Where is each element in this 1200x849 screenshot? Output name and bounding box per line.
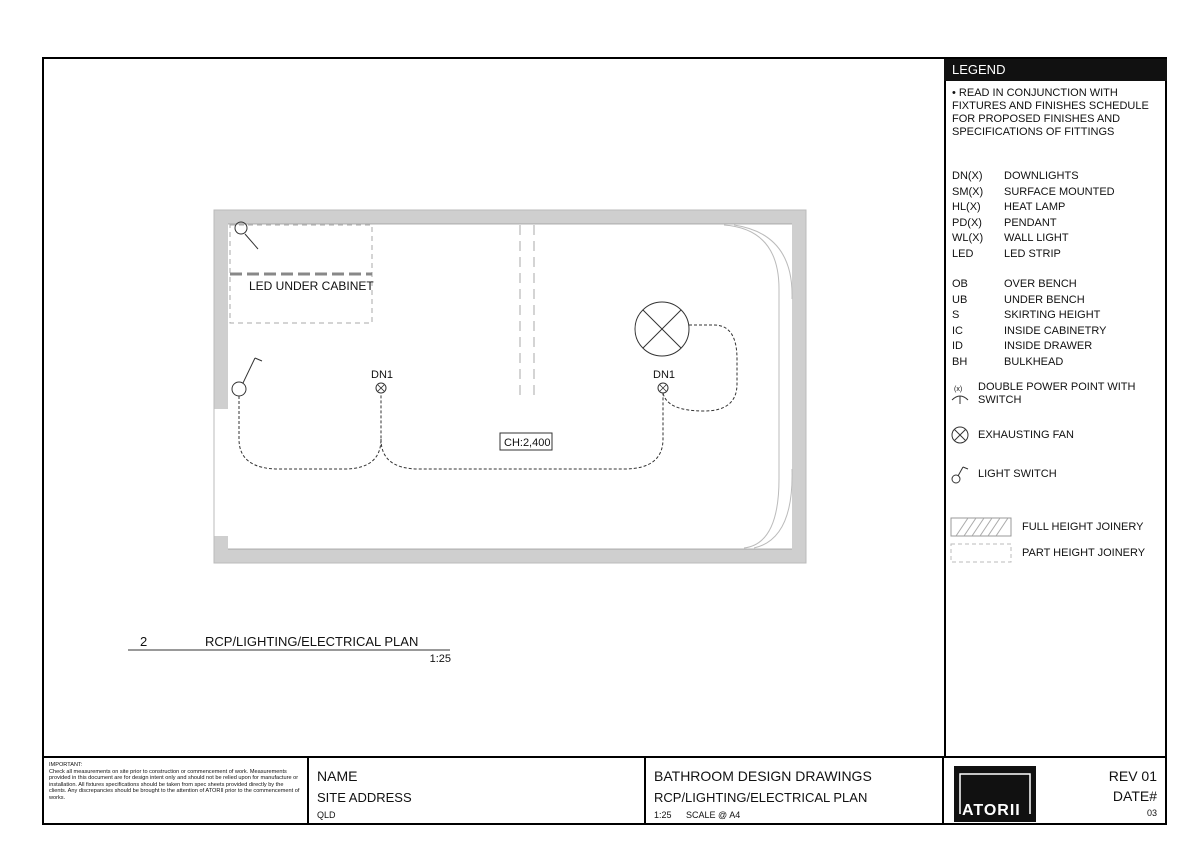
legend-desc: DOWNLIGHTS — [1004, 170, 1079, 182]
led-under-cabinet-label: LED UNDER CABINET — [249, 279, 374, 293]
important-notice — [44, 758, 309, 825]
legend-code: HL(X) — [952, 201, 981, 213]
legend-desc: WALL LIGHT — [1004, 232, 1069, 244]
legend-power-point — [950, 381, 1158, 407]
atorii-logo — [954, 766, 1036, 822]
scale-value: 1:25 — [654, 810, 672, 820]
title-block — [44, 756, 1165, 825]
dn1-left-label: DN1 — [371, 369, 394, 381]
floor-plan — [44, 59, 944, 756]
legend-code: SM(X) — [952, 185, 984, 198]
light-abbreviations — [952, 169, 1115, 262]
legend-row — [952, 324, 1107, 340]
drawing-area — [44, 59, 946, 756]
legend-row — [952, 169, 1115, 185]
legend-code: WL(X) — [952, 232, 984, 244]
wall-bottom — [214, 549, 806, 563]
wall-left-upper — [214, 210, 228, 409]
logo-text: ATORII — [962, 802, 1021, 819]
legend-title: LEGEND — [944, 59, 1167, 81]
legend-row — [952, 339, 1107, 355]
wiring-middle — [381, 393, 663, 469]
legend-row — [952, 293, 1107, 309]
site-state: QLD — [317, 810, 336, 820]
legend-desc: UNDER BENCH — [1004, 293, 1085, 306]
legend-desc: SURFACE MOUNTED — [1004, 185, 1115, 198]
legend-row — [952, 200, 1115, 216]
project-title: BATHROOM DESIGN DRAWINGS — [654, 768, 872, 784]
legend-code: LED — [952, 247, 974, 260]
wiring-left — [239, 393, 381, 469]
drawing-number: 2 — [140, 634, 148, 649]
client-info — [309, 758, 646, 825]
legend-desc: OVER BENCH — [1004, 278, 1077, 290]
wall-top — [214, 210, 806, 224]
wall-left-lower — [214, 536, 228, 563]
legend-desc: INSIDE CABINETRY — [1004, 324, 1107, 337]
sheet-title: RCP/LIGHTING/ELECTRICAL PLAN — [654, 790, 868, 805]
legend-desc: SKIRTING HEIGHT — [1004, 309, 1101, 321]
legend-desc: HEAT LAMP — [1004, 201, 1066, 213]
logo-cell — [944, 758, 1044, 825]
client-name: NAME — [317, 768, 358, 784]
legend-row — [952, 247, 1115, 263]
exhaust-fan-legend-icon — [950, 425, 970, 445]
date: DATE# — [1112, 788, 1157, 804]
legend-code: DN(X) — [952, 170, 983, 182]
legend-desc: LED STRIP — [1004, 247, 1061, 260]
full-joinery-label: FULL HEIGHT JOINERY — [1022, 520, 1144, 533]
legend-fan — [950, 425, 1074, 445]
legend-row — [952, 308, 1107, 324]
light-switch-legend-icon — [950, 463, 970, 485]
legend-panel — [944, 59, 1167, 756]
light-switch-icon — [232, 382, 246, 396]
legend-code: S — [952, 309, 960, 321]
legend-row — [952, 185, 1115, 201]
legend-full-joinery — [950, 517, 1143, 537]
svg-text:(x): (x) — [954, 386, 963, 393]
switch-label: LIGHT SWITCH — [978, 467, 1057, 480]
drawing-sheet — [42, 57, 1167, 825]
revision: REV 01 — [1108, 768, 1157, 784]
scale-note: SCALE @ A4 — [686, 810, 741, 820]
power-point-icon — [950, 383, 970, 405]
dn1-right-label: DN1 — [653, 369, 676, 381]
legend-code: BH — [952, 355, 968, 368]
full-joinery-hatch-icon — [950, 517, 1012, 537]
ceiling-height-label: CH:2,400 — [504, 437, 551, 449]
legend-desc: INSIDE DRAWER — [1004, 340, 1093, 352]
height-abbreviations — [952, 277, 1107, 370]
important-text: Check all measurements on site prior to construction or commencement of work. Measurements provided in this document are for design intent only and should not be relied upon for manufacture or installation. All fixtures specifications should be taken from spec sheets provided directly by the clients. Any discrepancies should be brought to the attention of ATORII prior to the commencement of works. — [49, 768, 300, 801]
legend-row — [952, 231, 1115, 247]
important-heading: IMPORTANT: — [49, 762, 83, 768]
drawing-title: RCP/LIGHTING/ELECTRICAL PLAN — [205, 634, 419, 649]
legend-code: OB — [952, 278, 968, 290]
legend-part-joinery — [950, 543, 1145, 563]
wiring-fan — [663, 325, 737, 411]
revision-info — [1044, 758, 1165, 825]
wall-right — [792, 210, 806, 563]
legend-row — [952, 216, 1115, 232]
sheet-number: 03 — [1146, 808, 1157, 818]
scale-row — [654, 808, 934, 822]
legend-code: IC — [952, 324, 963, 337]
legend-switch — [950, 463, 1057, 485]
legend-note: • READ IN CONJUNCTION WITH FIXTURES AND FINISHES SCHEDULE FOR PROPOSED FINISHES AND SPECIFICATIONS OF FITTINGS — [952, 87, 1149, 138]
legend-row — [952, 277, 1107, 293]
part-joinery-label: PART HEIGHT JOINERY — [1022, 546, 1146, 559]
project-info — [646, 758, 944, 825]
legend-code: PD(X) — [952, 216, 982, 229]
legend-row — [952, 355, 1107, 371]
legend-desc: BULKHEAD — [1004, 355, 1064, 368]
power-point-label: DOUBLE POWER POINT WITH SWITCH — [978, 381, 1136, 406]
site-address: SITE ADDRESS — [317, 790, 412, 805]
legend-code: ID — [952, 340, 963, 352]
part-joinery-dashed-icon — [950, 543, 1012, 563]
fan-label: EXHAUSTING FAN — [978, 428, 1074, 441]
legend-code: UB — [952, 293, 968, 306]
legend-desc: PENDANT — [1004, 216, 1057, 229]
drawing-scale: 1:25 — [429, 653, 451, 665]
